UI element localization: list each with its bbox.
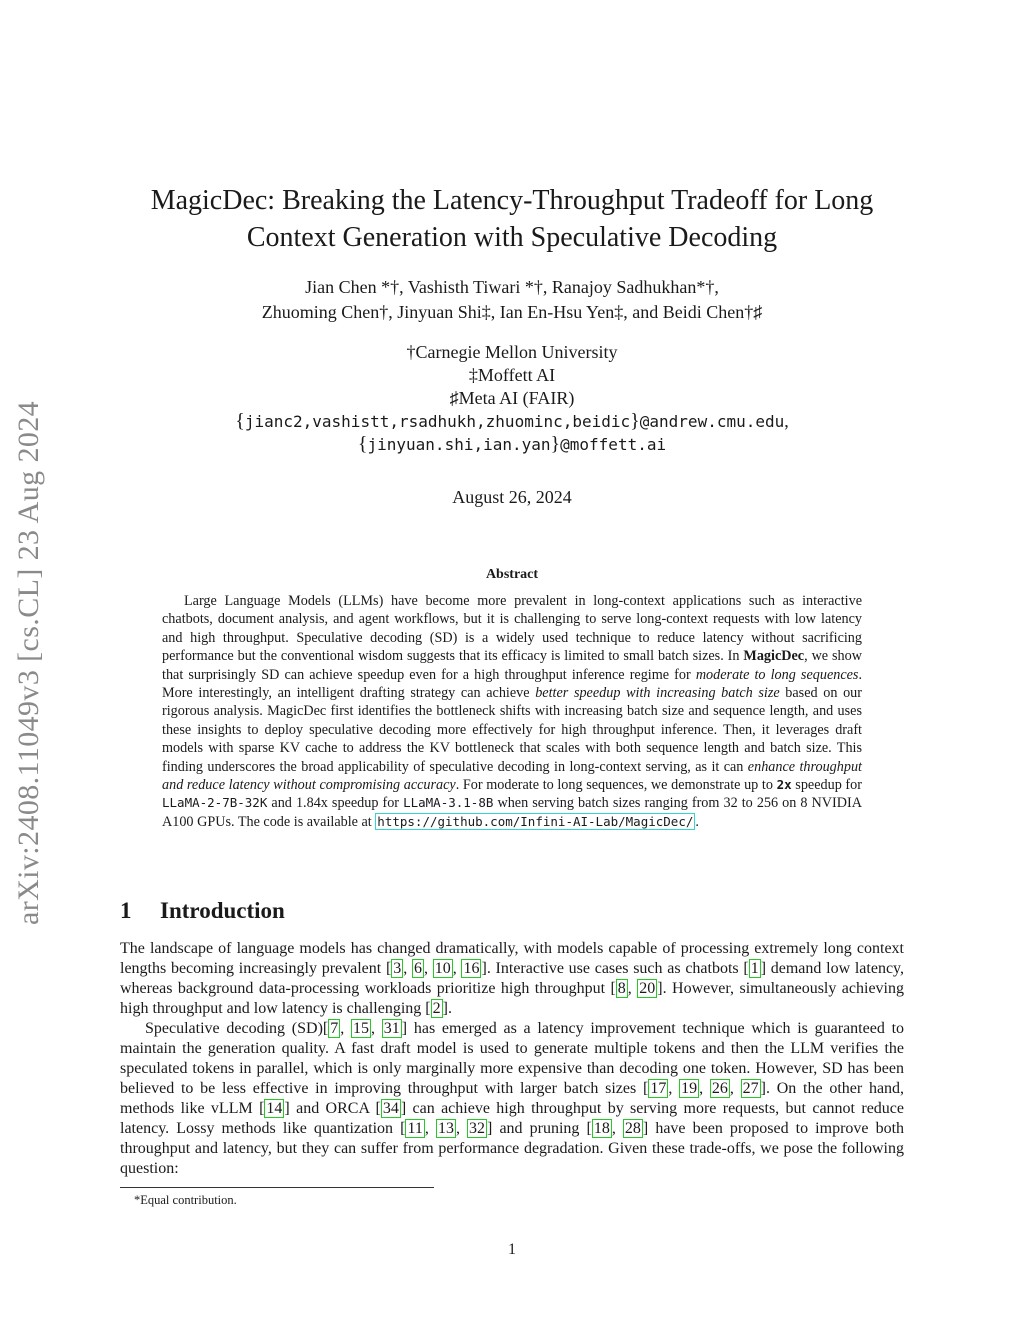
email-line-cmu: {jianc2,vashistt,rsadhukh,zhuominc,beidic}@andrew.cmu.edu, [235, 410, 789, 432]
speedup-2x: 2x [776, 777, 792, 793]
citation-32[interactable]: 32 [469, 1120, 486, 1137]
author-list [120, 275, 904, 325]
footnote-equal-contribution: *Equal contribution. [134, 1193, 237, 1207]
citation-6[interactable]: 6 [414, 960, 423, 977]
email-line-moffett: {jinyuan.shi,ian.yan}@moffett.ai [357, 433, 667, 455]
citation-16[interactable]: 16 [463, 960, 480, 977]
intro-paragraph-2: Speculative decoding (SD)[ 7 , 15 , 31 ] has emerged as a latency improvement technique which is guaranteed to maintain the generation quality. A fast draft model is used to generate multiple tokens and then the LLM verifies the speculated tokens in parallel, which is only marginally more expensive than decoding one token. However, SD has been believed to be less effective in improving throughput with larger batch sizes [ 17 , 19 , 26 , 27 ]. On the other hand, methods like vLLM [ 14 ] and ORCA [ 34 ] can achieve high throughput by serving more requests, but cannot reduce latency. Lossy methods like quantization [ 11 , 13 , 32 ] and pruning [ 18 , 28 ] have been proposed to improve both throughput and latency, but they can suffer from performance degradation. Given these trade-offs, we pose the following question: [120, 1020, 905, 1177]
citation-8[interactable]: 8 [617, 980, 626, 997]
citation-18[interactable]: 18 [593, 1120, 610, 1137]
abstract-paragraph: Large Language Models (LLMs) have become more prevalent in long-context applications such as interactive chatbots, document analysis, and agent workflows, but it is challenging to serve long-context requests with low latency and high throughput. Speculative decoding (SD) is a widely used technique to reduce latency without sacrificing performance but the conventional wisdom suggests that its efficacy is limited to small batch sizes. In MagicDec, we show that surprisingly SD can achieve speedup even for a high throughput inference regime for moderate to long sequences. More interestingly, an intelligent drafting strategy can achieve better speedup with increasing batch size based on our rigorous analysis. MagicDec first identifies the bottleneck shifts with increasing batch size and sequence length, and uses these insights to deploy speculative decoding more effectively for high throughput inference. Then, it leverages draft models with sparse KV cache to address the KV bottleneck that scales with both sequence length and batch size. This finding underscores the broad applicability of speculative decoding in long-context serving, as it can enhance throughput and reduce latency without compromising accuracy. For moderate to long sequences, we demonstrate up to 2x speedup for LLaMA-2-7B-32K and 1.84x speedup for LLaMA-3.1-8B when serving batch sizes ranging from 32 to 256 on 8 NVIDIA A100 GPUs. The code is available at https://github.com/Infini-AI-Lab/MagicDec/ . [162, 593, 862, 830]
citation-11[interactable]: 11 [407, 1120, 423, 1137]
citation-13[interactable]: 13 [437, 1120, 454, 1137]
paper-title [120, 182, 904, 256]
publication-date: August 26, 2024 [452, 487, 572, 507]
citation-31[interactable]: 31 [383, 1020, 400, 1037]
citation-28[interactable]: 28 [624, 1120, 641, 1137]
intro-paragraph-1: The landscape of language models has changed dramatically, with models capable of processing extremely long context lengths becoming increasingly prevalent [ 3 , 6 , 10 , 16 ]. Interactive use cases such as chatbots [ 1 ] demand low latency, whereas background data-processing workloads prioritize high throughput [ 8 , 20 ]. However, simultaneously achieving high throughput and low latency is challenging [ 2 ]. [120, 940, 905, 1017]
arxiv-identifier: arXiv:2408.11049v3 [cs.CL] 23 Aug 2024 [12, 400, 45, 925]
affiliation-moffett: ‡Moffett AI [468, 365, 556, 385]
affiliation-cmu: †Carnegie Mellon University [406, 342, 618, 362]
citation-2[interactable]: 2 [432, 1000, 441, 1017]
authors-line-2: Zhuoming Chen†, Jinyuan Shi‡, Ian En-Hsu Yen‡, and Beidi Chen†♯ [261, 302, 763, 322]
authors-line-1: Jian Chen *†, Vashisth Tiwari *†, Ranajoy Sadhukhan*†, [305, 277, 719, 297]
page-number: 1 [508, 1241, 516, 1258]
title-line-1: MagicDec: Breaking the Latency-Throughput Tradeoff for Long [150, 185, 874, 216]
citation-20[interactable]: 20 [639, 980, 656, 997]
abstract-body [162, 592, 862, 831]
section-heading-introduction [120, 896, 904, 926]
model-llama3: LLaMA-3.1-8B [403, 795, 494, 811]
model-llama2: LLaMA-2-7B-32K [162, 795, 268, 811]
citation-1[interactable]: 1 [750, 960, 759, 977]
citation-26[interactable]: 26 [711, 1080, 728, 1097]
affiliation-meta: ♯Meta AI (FAIR) [449, 388, 575, 408]
magicdec-name: MagicDec [743, 648, 805, 665]
citation-14[interactable]: 14 [266, 1100, 283, 1117]
code-repository-link[interactable]: https://github.com/Infini-AI-Lab/MagicDec/ [377, 813, 694, 829]
citation-27[interactable]: 27 [742, 1080, 759, 1097]
footnote-divider [120, 1187, 434, 1188]
abstract-heading: Abstract [485, 567, 539, 582]
citation-15[interactable]: 15 [353, 1020, 369, 1037]
citation-19[interactable]: 19 [681, 1080, 698, 1097]
citation-34[interactable]: 34 [382, 1100, 399, 1117]
citation-7[interactable]: 7 [330, 1020, 339, 1037]
citation-17[interactable]: 17 [650, 1080, 667, 1097]
citation-10[interactable]: 10 [434, 960, 451, 977]
title-line-2: Context Generation with Speculative Decoding [246, 222, 778, 253]
affiliations [120, 341, 904, 456]
introduction-body [120, 939, 904, 1179]
citation-3[interactable]: 3 [393, 960, 402, 977]
section-title: Introduction [160, 898, 285, 923]
section-number: 1 [120, 898, 132, 923]
